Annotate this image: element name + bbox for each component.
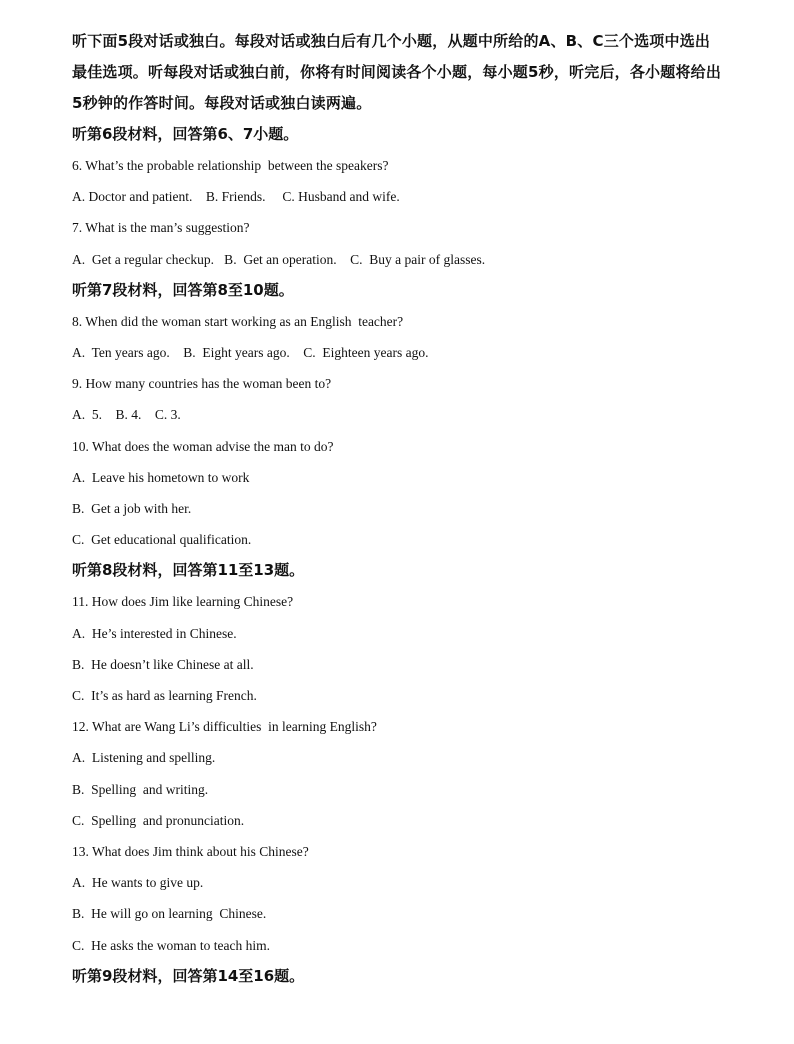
document-page	[72, 26, 724, 992]
section-heading: 听第8段材料，回答第11至13题。	[72, 561, 305, 580]
section-heading: 听第7段材料，回答第8至10题。	[72, 280, 294, 299]
option-11-c: C. It’s as hard as learning French.	[72, 688, 257, 704]
option-11-a: A. He’s interested in Chinese.	[72, 625, 237, 641]
section-8	[72, 555, 724, 960]
option-10-a: A. Leave his hometown to work	[72, 469, 250, 485]
option-12-c: C. Spelling and pronunciation.	[72, 812, 245, 828]
question-13: 13. What does Jim think about his Chinese?	[72, 844, 309, 860]
question-6: 6. What’s the probable relationship between the speakers?	[72, 158, 389, 173]
option-10-b: B. Get a job with her.	[72, 501, 192, 517]
question-9: 9. How many countries has the woman been to?	[72, 376, 332, 392]
option-10-c: C. Get educational qualification.	[72, 532, 252, 548]
question-7: 7. What is the man’s suggestion?	[72, 220, 250, 236]
option-12-b: B. Spelling and writing.	[72, 781, 209, 797]
option-13-c: C. He asks the woman to teach him.	[72, 937, 270, 953]
instructions-paragraph: 听下面5段对话或独白。每段对话或独白后有几个小题，从题中所给的A、B、C三个选项中选出最佳选项。听每段对话或独白前，你将有时间阅读各个小题，每小题5秒，听完后，各小题将给出5秒钟的作答时间。每段对话或独白读两遍。	[72, 32, 722, 112]
option-12-a: A. Listening and spelling.	[72, 750, 216, 766]
option-13-b: B. He will go on learning Chinese.	[72, 906, 267, 922]
options-6: A. Doctor and patient. B. Friends. C. Husband and wife.	[72, 189, 400, 205]
question-8: 8. When did the woman start working as an English teacher?	[72, 313, 404, 329]
section-heading: 听第6段材料，回答第6、7小题。	[72, 125, 299, 143]
options-9: A. 5. B. 4. C. 3.	[72, 407, 181, 423]
question-12: 12. What are Wang Li’s difficulties in learning English?	[72, 719, 377, 735]
option-11-b: B. He doesn’t like Chinese at all.	[72, 656, 254, 672]
section-6	[72, 119, 724, 275]
options-8: A. Ten years ago. B. Eight years ago. C. Eighteen years ago.	[72, 345, 429, 361]
option-13-a: A. He wants to give up.	[72, 875, 204, 891]
section-9	[72, 961, 724, 992]
options-7: A. Get a regular checkup. B. Get an operation. C. Buy a pair of glasses.	[72, 251, 486, 267]
question-10: 10. What does the woman advise the man to do?	[72, 438, 334, 454]
section-7	[72, 275, 724, 556]
question-11: 11. How does Jim like learning Chinese?	[72, 594, 294, 610]
section-heading: 听第9段材料，回答第14至16题。	[72, 966, 305, 985]
